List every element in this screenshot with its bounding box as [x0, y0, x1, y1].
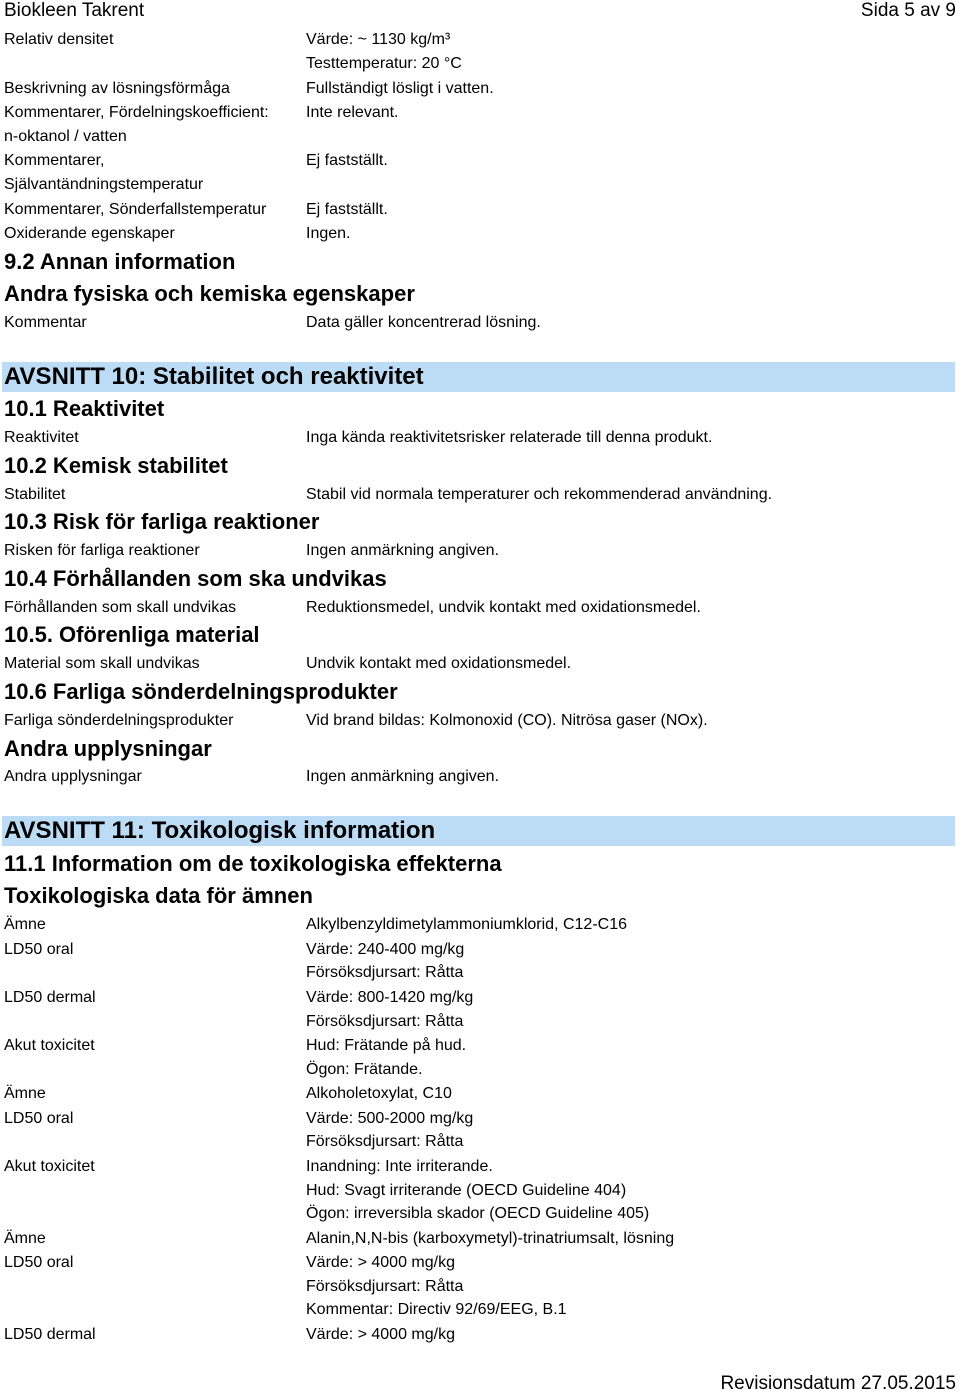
tox-value: Värde: > 4000 mg/kg — [306, 1254, 455, 1271]
page-number: Sida 5 av 9 — [860, 0, 956, 21]
subsection-heading: 11.1 Information om de toxikologiska effekterna — [4, 851, 502, 876]
tox-value: Värde: 800-1420 mg/kg — [306, 989, 474, 1006]
field-label: Andra upplysningar — [4, 768, 142, 785]
tox-label: Ämne — [4, 1085, 46, 1102]
field-value: Inga kända reaktivitetsrisker relaterade till denna produkt. — [306, 429, 713, 446]
tox-value: Försöksdjursart: Råtta — [306, 1013, 464, 1030]
field-value: Stabil vid normala temperaturer och rekommenderad användning. — [306, 486, 773, 503]
field-value: Ej fastställt. — [306, 201, 388, 218]
field-label: Stabilitet — [4, 486, 66, 503]
tox-label: LD50 oral — [4, 1110, 74, 1127]
tox-value: Alkoholetoxylat, C10 — [306, 1085, 452, 1102]
field-label: Relativ densitet — [4, 31, 114, 48]
subsection-heading: 10.5. Oförenliga material — [4, 622, 260, 647]
tox-value: Värde: > 4000 mg/kg — [306, 1326, 455, 1343]
tox-value: Ögon: Frätande. — [306, 1061, 423, 1078]
field-value: Undvik kontakt med oxidationsmedel. — [306, 655, 572, 672]
subsection-heading: Andra fysiska och kemiska egenskaper — [4, 281, 415, 306]
field-label: Kommentarer, Fördelningskoefficient: — [4, 104, 269, 121]
field-label: Kommentarer, — [4, 152, 105, 169]
field-label: Kommentar — [4, 314, 87, 331]
tox-value: Alkylbenzyldimetylammoniumklorid, C12-C16 — [306, 916, 627, 933]
tox-label: Akut toxicitet — [4, 1037, 95, 1054]
subsection-heading: Andra upplysningar — [4, 736, 212, 761]
tox-value: Ögon: irreversibla skador (OECD Guideline 405) — [306, 1205, 650, 1222]
tox-label: LD50 dermal — [4, 989, 96, 1006]
field-label: Förhållanden som skall undvikas — [4, 599, 237, 616]
tox-label: Ämne — [4, 916, 46, 933]
field-value: Värde: ~ 1130 kg/m³ — [306, 31, 451, 48]
tox-value: Alanin,N,N-bis (karboxymetyl)-trinatriumsalt, lösning — [306, 1230, 675, 1247]
field-label: Självantändningstemperatur — [4, 176, 204, 193]
field-label: Oxiderande egenskaper — [4, 225, 175, 242]
subsection-heading: 10.6 Farliga sönderdelningsprodukter — [4, 679, 398, 704]
tox-label: LD50 oral — [4, 1254, 74, 1271]
subsection-heading: 10.2 Kemisk stabilitet — [4, 453, 228, 478]
field-label: Farliga sönderdelningsprodukter — [4, 712, 234, 729]
tox-value: Försöksdjursart: Råtta — [306, 1133, 464, 1150]
field-value: Inte relevant. — [306, 104, 399, 121]
field-value: Ej fastställt. — [306, 152, 388, 169]
subsection-heading: 10.1 Reaktivitet — [4, 396, 165, 421]
subsection-heading: 9.2 Annan information — [4, 249, 236, 274]
tox-value: Hud: Svagt irriterande (OECD Guideline 404) — [306, 1182, 627, 1199]
tox-label: Ämne — [4, 1230, 46, 1247]
field-value: Testtemperatur: 20 °C — [306, 55, 462, 72]
field-value: Reduktionsmedel, undvik kontakt med oxidationsmedel. — [306, 599, 701, 616]
subsection-heading: 10.3 Risk för farliga reaktioner — [4, 509, 320, 534]
tox-label: LD50 dermal — [4, 1326, 96, 1343]
tox-value: Kommentar: Directiv 92/69/EEG, B.1 — [306, 1301, 567, 1318]
section-heading: AVSNITT 11: Toxikologisk information — [2, 816, 955, 846]
tox-label: Akut toxicitet — [4, 1158, 95, 1175]
tox-value: Försöksdjursart: Råtta — [306, 964, 464, 981]
field-label: Risken för farliga reaktioner — [4, 542, 200, 559]
section-heading: AVSNITT 10: Stabilitet och reaktivitet — [2, 362, 955, 392]
revision-date: Revisionsdatum 27.05.2015 — [720, 1373, 956, 1394]
field-label: Material som skall undvikas — [4, 655, 200, 672]
field-label: Reaktivitet — [4, 429, 79, 446]
subsection-heading: 10.4 Förhållanden som ska undvikas — [4, 566, 387, 591]
subsection-heading: Toxikologiska data för ämnen — [4, 883, 313, 908]
tox-value: Inandning: Inte irriterande. — [306, 1158, 493, 1175]
field-value: Ingen anmärkning angiven. — [306, 542, 500, 559]
tox-value: Hud: Frätande på hud. — [306, 1037, 467, 1054]
field-label: Kommentarer, Sönderfallstemperatur — [4, 201, 267, 218]
document-title: Biokleen Takrent — [4, 0, 145, 21]
field-value: Ingen. — [306, 225, 351, 242]
field-value: Ingen anmärkning angiven. — [306, 768, 500, 785]
tox-value: Försöksdjursart: Råtta — [306, 1278, 464, 1295]
tox-value: Värde: 240-400 mg/kg — [306, 941, 465, 958]
tox-value: Värde: 500-2000 mg/kg — [306, 1110, 474, 1127]
field-value: Fullständigt lösligt i vatten. — [306, 80, 494, 97]
tox-label: LD50 oral — [4, 941, 74, 958]
field-label: n-oktanol / vatten — [4, 128, 127, 145]
field-value: Data gäller koncentrerad lösning. — [306, 314, 541, 331]
field-label: Beskrivning av lösningsförmåga — [4, 80, 230, 97]
field-value: Vid brand bildas: Kolmonoxid (CO). Nitrösa gaser (NOx). — [306, 712, 708, 729]
